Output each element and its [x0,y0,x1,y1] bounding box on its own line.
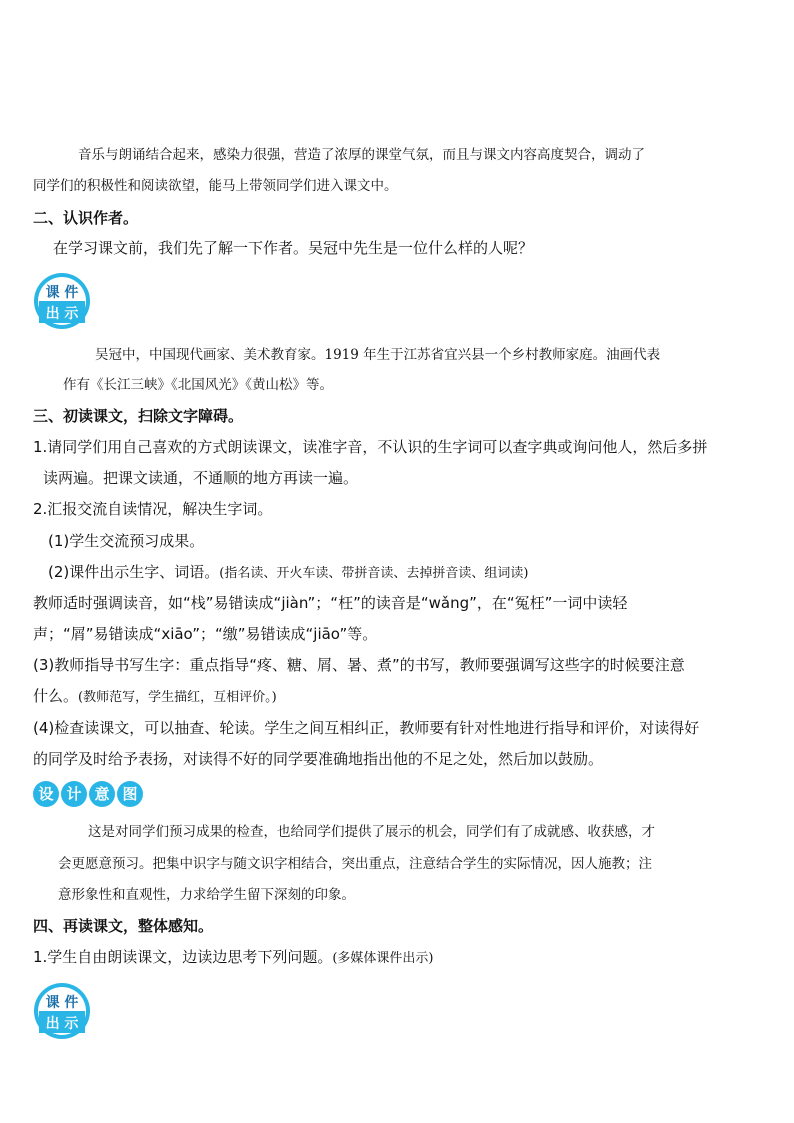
section-3-sub2 [48,562,528,584]
section-3-sub2-note: (指名读、开火车读、带拼音读、去掉拼音读、组词读) [219,566,529,581]
teacher-line-2: 声；“屑”易错读成“xiāo”；“缴”易错读成“jiāo”等。 [33,625,378,643]
section-4-item1-note: (多媒体课件出示) [332,951,434,966]
section-3-sub4-line2: 的同学及时给予表扬，对读得不好的同学要准确地指出他的不足之处，然后加以鼓励。 [33,750,604,768]
badge2-bottom-text: 出 示 [45,1016,79,1032]
section-4-heading: 四、再读课文，整体感知。 [33,917,214,935]
badge-top-text: 课 件 [45,285,79,301]
badge-bottom-text: 出 示 [45,306,79,322]
author-info-line-2: 作有《长江三峡》《北国风光》《黄山松》等。 [63,377,333,393]
design-para-line-2: 会更愿意预习。把集中识字与随文识字相结合，突出重点，注意结合学生的实际情况，因人施教；注 [58,856,652,872]
design-badge-char-3: 意 [89,781,115,807]
design-para-line-1: 这是对同学们预习成果的检查，也给同学们提供了展示的机会，同学们有了成就感、收获感，才 [88,824,655,840]
section-3-sub3-note: (教师范写，学生描红，互相评价。) [78,690,277,705]
design-badge-char-1: 设 [33,781,59,807]
section-3-sub3-line2 [33,686,277,708]
design-intent-badge [33,781,145,809]
courseware-badge-icon [33,272,91,330]
design-para-line-3: 意形象性和直观性，力求给学生留下深刻的印象。 [58,887,355,903]
section-2-heading: 二、认识作者。 [33,209,139,227]
section-3-item2: 2.汇报交流自读情况，解决生字词。 [33,500,273,518]
badge2-top-text: 课 件 [45,995,79,1011]
intro-line-2: 同学们的积极性和阅读欲望，能马上带领同学们进入课文中。 [33,178,398,194]
section-4-item1-main: 1.学生自由朗读课文，边读边思考下列问题。 [33,948,333,966]
section-3-sub3-line1: (3)教师指导书写生字：重点指导“疼、糖、屑、暑、煮”的书写，教师要强调写这些字的时候要注意 [33,656,685,674]
section-3-sub1: (1)学生交流预习成果。 [48,532,205,550]
courseware-badge-icon-2 [33,982,91,1040]
section-3-sub2-main: (2)课件出示生字、词语。 [48,563,220,581]
intro-line-1: 音乐与朗诵结合起来，感染力很强，营造了浓厚的课堂气氛，而且与课文内容高度契合，调动了 [78,147,645,163]
design-badge-char-2: 计 [61,781,87,807]
design-badge-char-4: 图 [117,781,143,807]
teacher-line-1: 教师适时强调读音，如“栈”易错读成“jiàn”；“枉”的读音是“wǎng”，在“冤枉”一词中读轻 [33,594,628,612]
section-3-item1-line2: 读两遍。把课文读通，不通顺的地方再读一遍。 [43,469,359,487]
section-3-heading: 三、初读课文，扫除文字障碍。 [33,407,244,425]
section-4-item1 [33,947,433,969]
section-3-item1-line1: 1.请同学们用自己喜欢的方式朗读课文，读准字音，不认识的生字词可以查字典或询问他人，然后多拼 [33,438,708,456]
section-3-sub4-line1: (4)检查读课文，可以抽查、轮读。学生之间互相纠正，教师要有针对性地进行指导和评价，对读得好 [33,719,700,737]
author-info-line-1: 吴冠中，中国现代画家、美术教育家。1919 年生于江苏省宜兴县一个乡村教师家庭。油画代表 [95,347,661,363]
section-2-text: 在学习课文前，我们先了解一下作者。吴冠中先生是一位什么样的人呢？ [53,239,534,257]
section-3-sub3-main: 什么。 [33,687,79,705]
